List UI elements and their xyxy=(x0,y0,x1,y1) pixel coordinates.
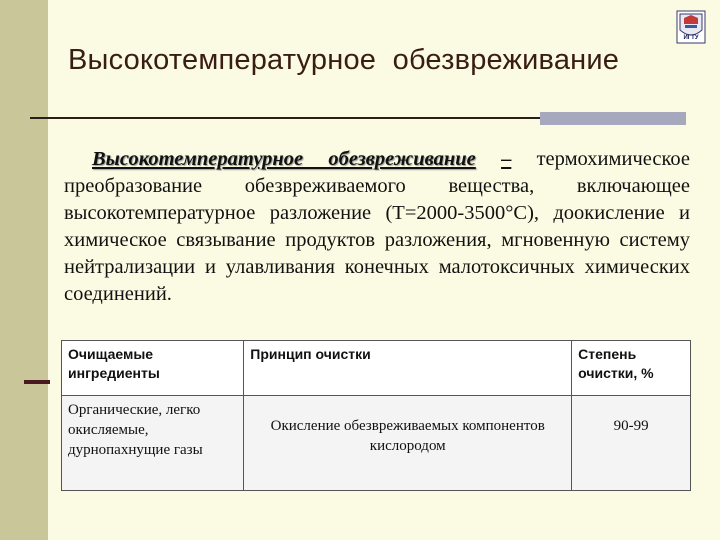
cleaning-table xyxy=(61,340,691,491)
table-header-cell: Принцип очистки xyxy=(244,341,572,396)
left-band-accent xyxy=(24,380,50,384)
table-cell: 90-99 xyxy=(572,396,691,491)
definition-paragraph xyxy=(64,146,690,308)
table-row xyxy=(62,396,691,491)
definition-term: Высокотемпературное обезвреживание xyxy=(92,148,476,170)
left-decorative-band xyxy=(0,0,48,540)
table-header-cell: Степень очистки, % xyxy=(572,341,691,396)
definition-dash: – xyxy=(501,148,512,170)
title-rule-accent xyxy=(540,112,686,125)
table-header-row xyxy=(62,341,691,396)
definition-text: термохимическое преобразование обезвреживаемого вещества, включающее высокотемпературное разложение (Т=2000-3500°С), доокисление и химическое связывание продуктов разложения, мгновенную систему нейтрализации и улавливания конечных малотоксичных химических соединений. xyxy=(64,148,690,305)
slide-title: Высокотемпературное обезвреживание xyxy=(68,44,620,76)
university-crest-icon xyxy=(676,10,706,44)
table-cell: Органические, легко окисляемые, дурнопахнущие газы xyxy=(62,396,244,491)
table-header-cell: Очищаемые ингредиенты xyxy=(62,341,244,396)
table-cell: Окисление обезвреживаемых компонентов кислородом xyxy=(244,396,572,491)
logo-text: ИГТУ xyxy=(683,35,699,41)
